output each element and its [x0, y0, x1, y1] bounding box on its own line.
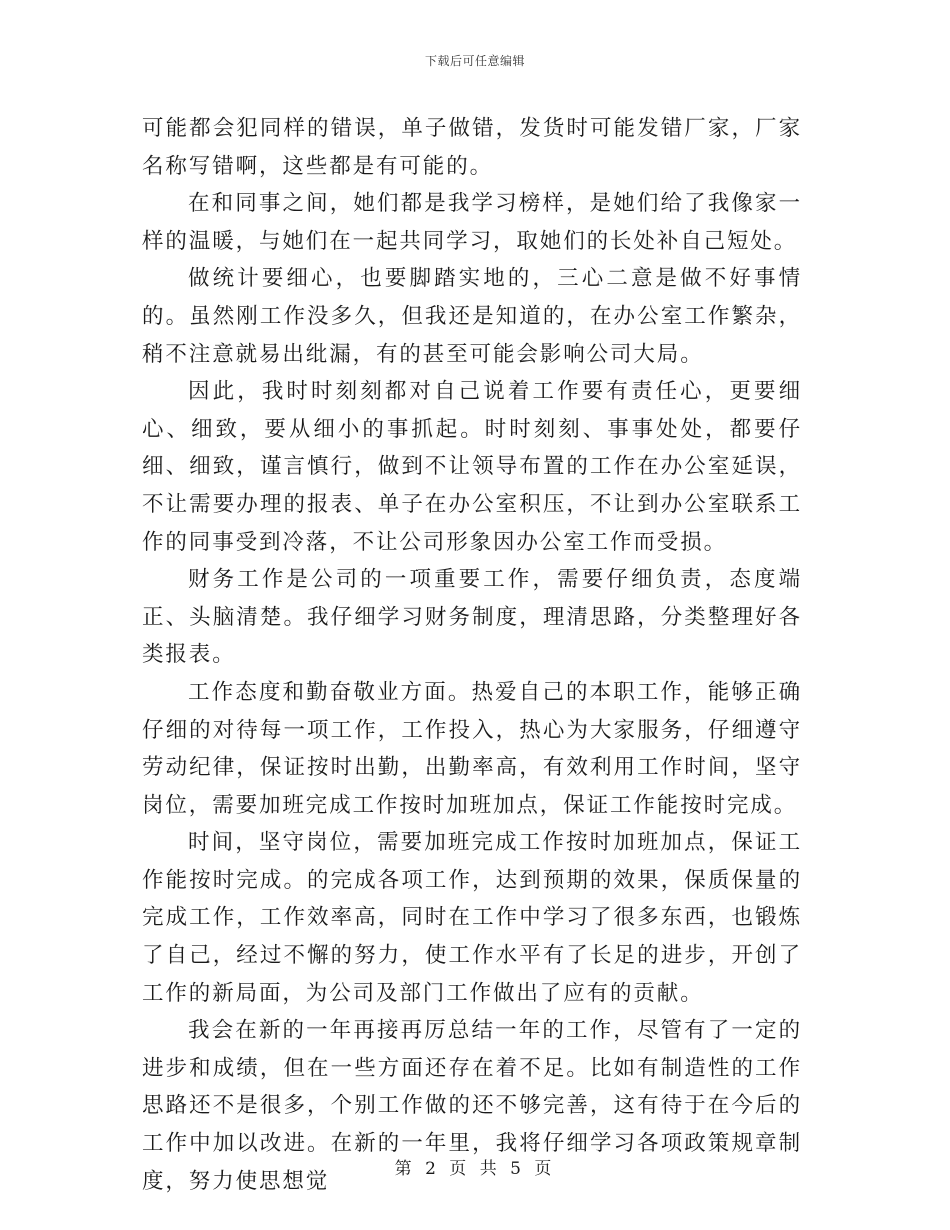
document-body [142, 110, 802, 1200]
paragraph-7: 时间，坚守岗位，需要加班完成工作按时加班加点，保证工作能按时完成。的完成各项工作，达到预期的效果，保质保量的完成工作，工作效率高，同时在工作中学习了很多东西，也锻炼了自己，经过不懈的努力，使工作水平有了长足的进步，开创了工作的新局面，为公司及部门工作做出了应有的贡献。 [142, 830, 802, 1006]
paragraph-6: 工作态度和勤奋敬业方面。热爱自己的本职工作，能够正确仔细的对待每一项工作，工作投入，热心为大家服务，仔细遵守劳动纪律，保证按时出勤，出勤率高，有效利用工作时间，坚守岗位，需要加班完成工作按时加班加点，保证工作能按时完成。 [142, 679, 802, 818]
paragraph-5: 财务工作是公司的一项重要工作，需要仔细负责，态度端正、头脑清楚。我仔细学习财务制度，理清思路，分类整理好各类报表。 [142, 567, 802, 668]
paragraph-2: 在和同事之间，她们都是我学习榜样，是她们给了我像家一样的温暖，与她们在一起共同学习，取她们的长处补自己短处。 [142, 191, 802, 254]
paragraph-4: 因此，我时时刻刻都对自己说着工作要有责任心，更要细心、细致，要从细小的事抓起。时时刻刻、事事处处，都要仔细、细致，谨言慎行，做到不让领导布置的工作在办公室延误，不让需要办理的报表、单子在办公室积压，不让到办公室联系工作的同事受到冷落，不让公司形象因办公室工作而受损。 [142, 379, 802, 555]
paragraph-3: 做统计要细心，也要脚踏实地的，三心二意是做不好事情的。虽然刚工作没多久，但我还是知道的，在办公室工作繁杂，稍不注意就易出纰漏，有的甚至可能会影响公司大局。 [142, 266, 802, 367]
paragraph-1: 可能都会犯同样的错误，单子做错，发货时可能发错厂家，厂家名称写错啊，这些都是有可能的。 [142, 116, 802, 179]
page-header: 下载后可任意编辑 [424, 54, 525, 68]
page-footer: 第 2 页 共 5 页 [394, 1159, 556, 1179]
paragraph-8: 我会在新的一年再接再厉总结一年的工作，尽管有了一定的进步和成绩，但在一些方面还存在着不足。比如有制造性的工作思路还不是很多，个别工作做的还不够完善，这有待于在今后的工作中加以改进。在新的一年里，我将仔细学习各项政策规章制度，努力使思想觉 [142, 1018, 802, 1194]
